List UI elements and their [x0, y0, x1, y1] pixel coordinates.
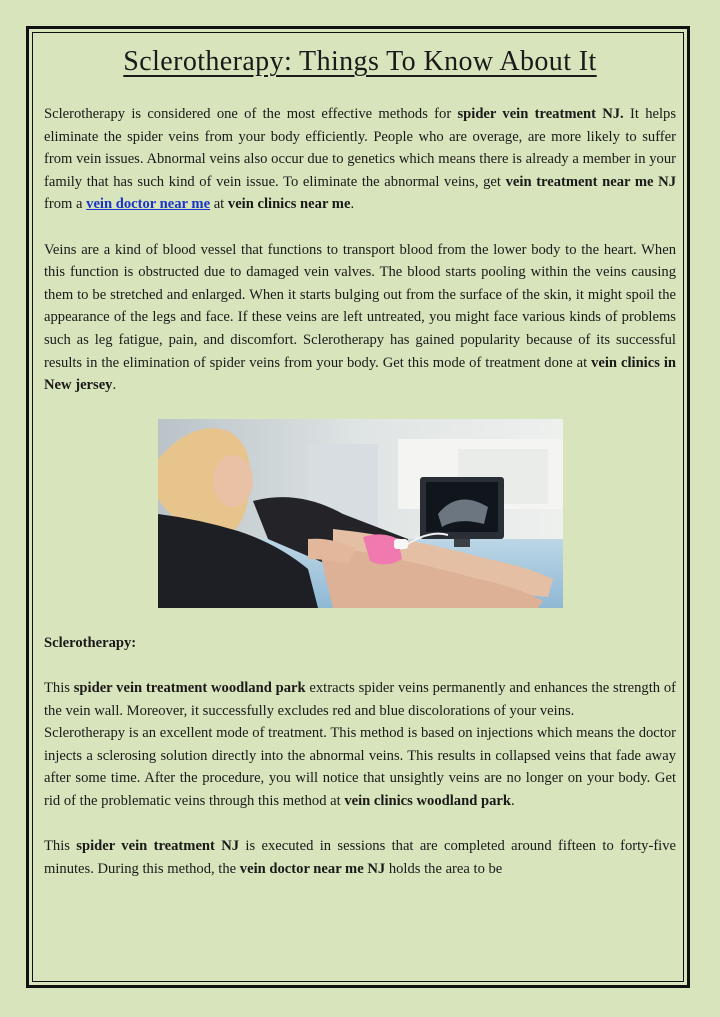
keyword-bold: vein clinics in New jersey [44, 354, 677, 394]
vein-doctor-link[interactable]: vein doctor near me [86, 196, 211, 213]
paragraph-treatment [44, 677, 676, 722]
text: This [44, 838, 77, 855]
text: It helps eliminate the spider veins from your body efficiently. People who are overage, are more likely to suffer from vein issues. Abnormal veins also occur due to genetics which means there is already a member in your family that has such kind of vein issue. To eliminate the abnormal veins, get [44, 106, 676, 190]
paragraph-method [44, 722, 676, 812]
keyword-bold: spider vein treatment NJ [76, 838, 240, 855]
treatment-photo [158, 419, 563, 608]
paragraph-sessions [44, 835, 676, 880]
paragraph-veins [44, 239, 676, 397]
keyword-bold: spider vein treatment NJ. [457, 106, 624, 122]
text: Sclerotherapy is an excellent mode of treatment. This method is based on injections which means the doctor injects a sclerosing solution directly into the abnormal veins. This results in collapsed veins that fade away after some time. After the procedure, you will notice that unsightly veins are no longer on your body. Get rid of the problematic veins through this method at [44, 725, 676, 809]
document-body [44, 40, 676, 880]
keyword-bold: vein treatment near me NJ [505, 173, 676, 190]
photo-illustration [158, 419, 563, 608]
text: holds the area to be [385, 860, 503, 877]
keyword-bold: spider vein treatment woodland park [73, 679, 306, 696]
paragraph-intro [44, 103, 676, 216]
text: is executed in sessions that are completed around fifteen to forty-five minutes. During this method, the [44, 838, 677, 877]
text: Sclerotherapy is considered one of the most effective methods for [44, 106, 458, 122]
keyword-bold: vein clinics woodland park [344, 792, 511, 809]
text: . [112, 377, 117, 394]
keyword-bold: vein doctor near me NJ [239, 860, 386, 877]
section-heading: Sclerotherapy: [44, 634, 137, 651]
text: . [510, 792, 515, 809]
text: extracts spider veins permanently and enhances the strength of the vein wall. Moreover, it successfully excludes red and blue discolorations of your veins. [44, 679, 676, 719]
page-title: Sclerotherapy: Things To Know About It [123, 46, 597, 77]
text: This [44, 679, 74, 696]
keyword-bold: vein clinics near me [227, 196, 351, 213]
text: . [350, 196, 355, 213]
text: Veins are a kind of blood vessel that functions to transport blood from the lower body to the heart. When this function is obstructed due to damaged vein valves. The blood starts pooling within the veins causing them to be stretched and enlarged. When it starts bulging out from the surface of the skin, it might spoil the appearance of the legs and face. If these veins are left untreated, you might face various kinds of problems such as leg fatigue, pain, and discomfort. Sclerotherapy has gained popularity because of its successful results in the elimination of spider veins from your body. Get this mode of treatment done at [44, 241, 676, 371]
text: from a [44, 196, 87, 213]
text: at [210, 196, 228, 213]
